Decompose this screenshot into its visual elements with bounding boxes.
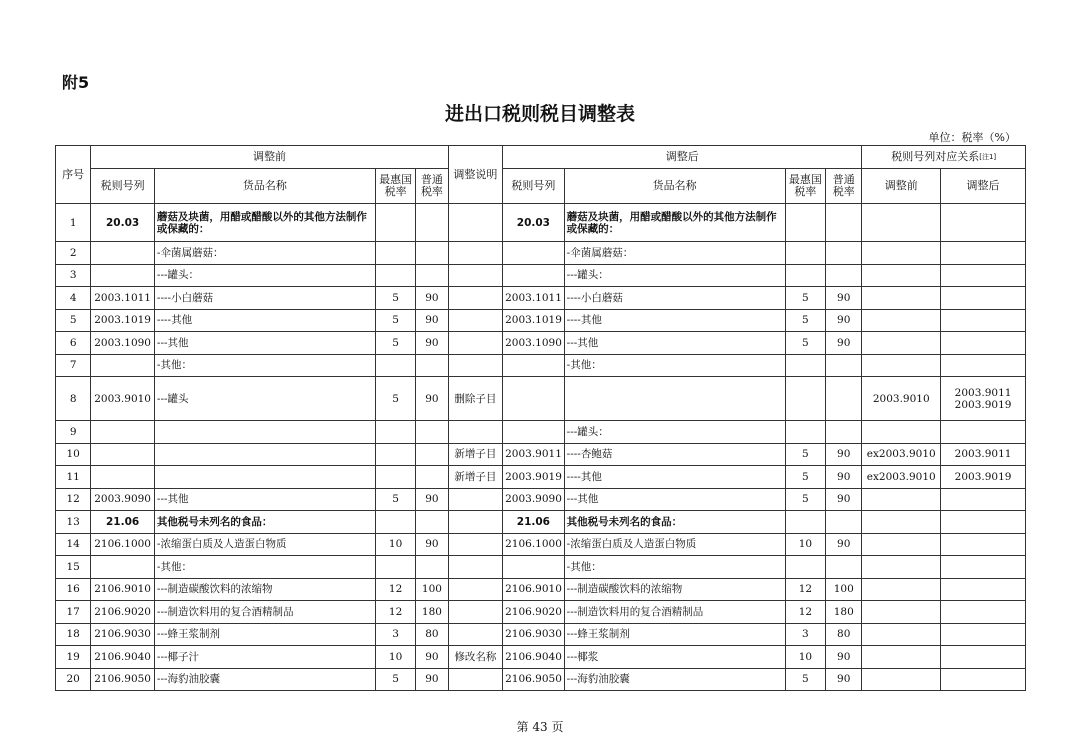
table-row (56, 533, 1026, 556)
before-mfn-cell: 5 (375, 309, 415, 332)
before-mfn-cell (375, 354, 415, 377)
after-name-cell: 其他税号未列名的食品： (564, 511, 785, 534)
map-after-cell (941, 668, 1026, 691)
header-after-code: 税则号列 (503, 169, 565, 204)
after-name-cell: ----小白蘑菇 (564, 287, 785, 310)
table-row (56, 668, 1026, 691)
before-code-cell (91, 264, 155, 287)
after-code-cell: 21.06 (503, 511, 565, 534)
table-row (56, 488, 1026, 511)
seq-cell: 12 (56, 488, 91, 511)
before-gen-cell (416, 354, 448, 377)
before-mfn-cell: 5 (375, 287, 415, 310)
table-row (56, 309, 1026, 332)
header-mapping (862, 146, 1026, 169)
after-mfn-cell (785, 511, 825, 534)
after-code-cell: 2106.9040 (503, 646, 565, 669)
after-code-cell: 2003.9011 (503, 443, 565, 466)
map-after-line: 2003.9011 (954, 386, 1012, 399)
before-gen-cell: 90 (416, 287, 448, 310)
after-mfn-cell: 5 (785, 466, 825, 489)
after-name-cell: ----其他 (564, 466, 785, 489)
table-row (56, 287, 1026, 310)
before-name-cell: ---其他 (154, 332, 375, 355)
before-code-cell: 2106.9050 (91, 668, 155, 691)
before-gen-cell: 90 (416, 332, 448, 355)
after-name-cell: ---椰浆 (564, 646, 785, 669)
map-after-cell (941, 533, 1026, 556)
seq-cell: 20 (56, 668, 91, 691)
after-code-cell: 2003.9090 (503, 488, 565, 511)
after-mfn-cell (785, 556, 825, 579)
before-gen-cell: 90 (416, 668, 448, 691)
map-before-cell (862, 646, 941, 669)
map-before-cell: ex2003.9010 (862, 466, 941, 489)
after-name-cell: ----其他 (564, 309, 785, 332)
before-code-cell: 2003.9010 (91, 377, 155, 421)
header-before-gen: 普通税率 (416, 169, 448, 204)
before-code-cell: 2106.1000 (91, 533, 155, 556)
seq-cell: 3 (56, 264, 91, 287)
map-after-cell (941, 287, 1026, 310)
map-before-cell (862, 332, 941, 355)
after-name-cell: ---其他 (564, 332, 785, 355)
table-row (56, 242, 1026, 265)
after-code-cell (503, 264, 565, 287)
after-gen-cell: 90 (826, 646, 862, 669)
table-row (56, 646, 1026, 669)
before-gen-cell (416, 242, 448, 265)
after-mfn-cell (785, 264, 825, 287)
after-name-cell: ---海豹油胶囊 (564, 668, 785, 691)
map-after-cell (941, 578, 1026, 601)
table-row (56, 511, 1026, 534)
annex-label: 附5 (62, 73, 90, 92)
seq-cell: 14 (56, 533, 91, 556)
before-code-cell (91, 421, 155, 444)
before-name-cell: ---制造饮料用的复合酒精制品 (154, 601, 375, 624)
before-mfn-cell (375, 421, 415, 444)
map-before-cell (862, 264, 941, 287)
note-cell (448, 242, 503, 265)
note-cell: 删除子目 (448, 377, 503, 421)
after-code-cell: 2106.9010 (503, 578, 565, 601)
before-gen-cell (416, 204, 448, 242)
header-before-code: 税则号列 (91, 169, 155, 204)
note-cell (448, 668, 503, 691)
header-mapping-note: [注1] (979, 153, 997, 161)
after-name-cell: ----杏鲍菇 (564, 443, 785, 466)
after-gen-cell (826, 204, 862, 242)
note-cell: 新增子目 (448, 443, 503, 466)
before-mfn-cell (375, 242, 415, 265)
after-mfn-cell (785, 421, 825, 444)
page-title: 进出口税则税目调整表 (444, 103, 635, 125)
after-name-cell: -其他： (564, 354, 785, 377)
before-code-cell: 20.03 (91, 204, 155, 242)
before-code-cell: 2003.1011 (91, 287, 155, 310)
before-code-cell (91, 354, 155, 377)
after-mfn-cell: 5 (785, 332, 825, 355)
header-note: 调整说明 (448, 146, 503, 204)
map-before-cell (862, 623, 941, 646)
before-mfn-cell (375, 264, 415, 287)
after-gen-cell (826, 511, 862, 534)
note-cell (448, 601, 503, 624)
map-after-cell (941, 646, 1026, 669)
after-mfn-cell (785, 204, 825, 242)
map-before-cell (862, 533, 941, 556)
seq-cell: 2 (56, 242, 91, 265)
before-gen-cell: 90 (416, 377, 448, 421)
header-seq: 序号 (56, 146, 91, 204)
table-row (56, 556, 1026, 579)
note-cell (448, 511, 503, 534)
after-mfn-cell: 10 (785, 646, 825, 669)
before-mfn-cell: 12 (375, 601, 415, 624)
table-row (56, 623, 1026, 646)
header-map-after: 调整后 (941, 169, 1026, 204)
map-before-cell (862, 578, 941, 601)
before-mfn-cell (375, 556, 415, 579)
before-code-cell (91, 242, 155, 265)
after-gen-cell (826, 421, 862, 444)
seq-cell: 8 (56, 377, 91, 421)
after-code-cell (503, 354, 565, 377)
map-before-cell: 2003.9010 (862, 377, 941, 421)
note-cell (448, 287, 503, 310)
before-name-cell: -其他： (154, 354, 375, 377)
map-after-cell (941, 204, 1026, 242)
after-mfn-cell: 3 (785, 623, 825, 646)
note-cell (448, 556, 503, 579)
before-code-cell: 2106.9010 (91, 578, 155, 601)
header-before: 调整前 (91, 146, 448, 169)
header-row-1 (56, 146, 1026, 169)
map-after-line: 2003.9019 (954, 398, 1012, 411)
map-before-cell (862, 354, 941, 377)
map-after-cell (941, 309, 1026, 332)
after-mfn-cell (785, 377, 825, 421)
map-after-cell (941, 264, 1026, 287)
map-before-cell (862, 601, 941, 624)
after-mfn-cell: 5 (785, 309, 825, 332)
map-after-cell (941, 556, 1026, 579)
table-row (56, 421, 1026, 444)
before-gen-cell: 90 (416, 309, 448, 332)
note-cell (448, 204, 503, 242)
header-before-name: 货品名称 (154, 169, 375, 204)
table-row (56, 264, 1026, 287)
before-gen-cell (416, 264, 448, 287)
before-gen-cell: 80 (416, 623, 448, 646)
unit-label: 单位：税率（%） (928, 131, 1016, 144)
note-cell (448, 309, 503, 332)
before-name-cell: 蘑菇及块菌，用醋或醋酸以外的其他方法制作或保藏的： (154, 204, 375, 242)
note-cell (448, 578, 503, 601)
seq-cell: 9 (56, 421, 91, 444)
table-row (56, 332, 1026, 355)
after-name-cell (564, 377, 785, 421)
note-cell: 新增子目 (448, 466, 503, 489)
before-mfn-cell (375, 466, 415, 489)
map-after-cell (941, 332, 1026, 355)
after-code-cell (503, 556, 565, 579)
header-row-2 (56, 169, 1026, 204)
map-before-cell (862, 488, 941, 511)
before-gen-cell: 90 (416, 533, 448, 556)
after-code-cell: 2106.9020 (503, 601, 565, 624)
before-name-cell (154, 466, 375, 489)
seq-cell: 5 (56, 309, 91, 332)
table-body (56, 204, 1026, 691)
seq-cell: 19 (56, 646, 91, 669)
seq-cell: 15 (56, 556, 91, 579)
header-after-name: 货品名称 (564, 169, 785, 204)
seq-cell: 11 (56, 466, 91, 489)
after-gen-cell: 90 (826, 287, 862, 310)
note-cell (448, 264, 503, 287)
before-name-cell: ---制造碳酸饮料的浓缩物 (154, 578, 375, 601)
after-mfn-cell: 5 (785, 443, 825, 466)
before-code-cell: 2106.9040 (91, 646, 155, 669)
after-code-cell (503, 421, 565, 444)
table-row (56, 601, 1026, 624)
after-mfn-cell: 10 (785, 533, 825, 556)
table-row (56, 443, 1026, 466)
after-gen-cell: 90 (826, 466, 862, 489)
seq-cell: 6 (56, 332, 91, 355)
header-after-mfn: 最惠国税率 (785, 169, 825, 204)
table-row (56, 354, 1026, 377)
note-cell (448, 623, 503, 646)
before-code-cell: 21.06 (91, 511, 155, 534)
map-before-cell (862, 204, 941, 242)
after-mfn-cell: 12 (785, 601, 825, 624)
before-mfn-cell: 3 (375, 623, 415, 646)
seq-cell: 18 (56, 623, 91, 646)
after-name-cell: ---蜂王浆制剂 (564, 623, 785, 646)
after-gen-cell: 90 (826, 332, 862, 355)
after-code-cell (503, 377, 565, 421)
before-gen-cell (416, 466, 448, 489)
after-gen-cell: 90 (826, 668, 862, 691)
after-mfn-cell (785, 354, 825, 377)
before-name-cell: ---其他 (154, 488, 375, 511)
before-gen-cell (416, 421, 448, 444)
page-number: 第 43 页 (516, 720, 564, 734)
map-after-cell (941, 488, 1026, 511)
seq-cell: 16 (56, 578, 91, 601)
table-row (56, 204, 1026, 242)
before-name-cell: ---蜂王浆制剂 (154, 623, 375, 646)
before-name-cell: ----小白蘑菇 (154, 287, 375, 310)
before-gen-cell (416, 556, 448, 579)
note-cell (448, 332, 503, 355)
before-name-cell: 其他税号未列名的食品： (154, 511, 375, 534)
seq-cell: 10 (56, 443, 91, 466)
before-mfn-cell: 5 (375, 377, 415, 421)
before-name-cell (154, 421, 375, 444)
after-code-cell: 2003.1090 (503, 332, 565, 355)
before-gen-cell (416, 443, 448, 466)
after-mfn-cell: 5 (785, 668, 825, 691)
seq-cell: 4 (56, 287, 91, 310)
after-mfn-cell: 5 (785, 488, 825, 511)
after-name-cell: -伞菌属蘑菇： (564, 242, 785, 265)
before-name-cell: ---罐头： (154, 264, 375, 287)
before-code-cell: 2003.9090 (91, 488, 155, 511)
before-gen-cell (416, 511, 448, 534)
map-after-cell (941, 511, 1026, 534)
after-mfn-cell: 5 (785, 287, 825, 310)
before-code-cell (91, 466, 155, 489)
table-row (56, 578, 1026, 601)
after-mfn-cell (785, 242, 825, 265)
before-name-cell: ---罐头 (154, 377, 375, 421)
header-after-gen: 普通税率 (826, 169, 862, 204)
tariff-table (55, 145, 1026, 691)
before-mfn-cell: 5 (375, 488, 415, 511)
map-after-cell (941, 242, 1026, 265)
before-name-cell: ----其他 (154, 309, 375, 332)
after-code-cell: 2003.1011 (503, 287, 565, 310)
note-cell: 修改名称 (448, 646, 503, 669)
map-after-cell (941, 354, 1026, 377)
map-before-cell (862, 668, 941, 691)
after-mfn-cell: 12 (785, 578, 825, 601)
before-name-cell: -其他： (154, 556, 375, 579)
map-before-cell (862, 242, 941, 265)
note-cell (448, 354, 503, 377)
after-code-cell: 2106.9030 (503, 623, 565, 646)
before-gen-cell: 180 (416, 601, 448, 624)
after-gen-cell: 90 (826, 488, 862, 511)
after-code-cell: 2106.1000 (503, 533, 565, 556)
map-before-cell (862, 511, 941, 534)
map-after-cell: 2003.9019 (941, 466, 1026, 489)
after-gen-cell (826, 354, 862, 377)
header-map-before: 调整前 (862, 169, 941, 204)
note-cell (448, 421, 503, 444)
after-code-cell: 20.03 (503, 204, 565, 242)
map-before-cell (862, 556, 941, 579)
map-after-cell (941, 601, 1026, 624)
before-mfn-cell: 10 (375, 646, 415, 669)
before-name-cell (154, 443, 375, 466)
after-name-cell: -浓缩蛋白质及人造蛋白物质 (564, 533, 785, 556)
after-gen-cell: 80 (826, 623, 862, 646)
header-after: 调整后 (503, 146, 862, 169)
before-mfn-cell (375, 511, 415, 534)
after-gen-cell: 90 (826, 309, 862, 332)
after-code-cell: 2003.9019 (503, 466, 565, 489)
after-name-cell: ---制造饮料用的复合酒精制品 (564, 601, 785, 624)
seq-cell: 1 (56, 204, 91, 242)
before-code-cell: 2106.9020 (91, 601, 155, 624)
after-name-cell: -其他： (564, 556, 785, 579)
after-gen-cell (826, 377, 862, 421)
before-code-cell (91, 556, 155, 579)
after-name-cell: ---其他 (564, 488, 785, 511)
map-before-cell (862, 287, 941, 310)
after-name-cell: ---罐头： (564, 264, 785, 287)
after-gen-cell: 90 (826, 533, 862, 556)
before-mfn-cell: 5 (375, 332, 415, 355)
note-cell (448, 533, 503, 556)
after-code-cell: 2003.1019 (503, 309, 565, 332)
before-mfn-cell (375, 204, 415, 242)
before-mfn-cell: 10 (375, 533, 415, 556)
after-gen-cell: 180 (826, 601, 862, 624)
before-code-cell: 2106.9030 (91, 623, 155, 646)
before-code-cell: 2003.1019 (91, 309, 155, 332)
map-after-cell (941, 623, 1026, 646)
before-name-cell: ---海豹油胶囊 (154, 668, 375, 691)
before-gen-cell: 100 (416, 578, 448, 601)
after-name-cell: ---罐头： (564, 421, 785, 444)
map-before-cell (862, 421, 941, 444)
seq-cell: 13 (56, 511, 91, 534)
after-gen-cell: 90 (826, 443, 862, 466)
before-mfn-cell: 12 (375, 578, 415, 601)
seq-cell: 7 (56, 354, 91, 377)
after-code-cell: 2106.9050 (503, 668, 565, 691)
map-after-cell (941, 421, 1026, 444)
table-row (56, 377, 1026, 421)
after-code-cell (503, 242, 565, 265)
after-gen-cell (826, 242, 862, 265)
before-gen-cell: 90 (416, 646, 448, 669)
after-gen-cell: 100 (826, 578, 862, 601)
before-gen-cell: 90 (416, 488, 448, 511)
table-row (56, 466, 1026, 489)
map-after-cell: 2003.9011 (941, 443, 1026, 466)
after-name-cell: ---制造碳酸饮料的浓缩物 (564, 578, 785, 601)
after-name-cell: 蘑菇及块菌，用醋或醋酸以外的其他方法制作或保藏的： (564, 204, 785, 242)
before-name-cell: -浓缩蛋白质及人造蛋白物质 (154, 533, 375, 556)
after-gen-cell (826, 264, 862, 287)
before-mfn-cell (375, 443, 415, 466)
header-mapping-label: 税则号列对应关系 (891, 150, 980, 163)
before-mfn-cell: 5 (375, 668, 415, 691)
map-before-cell: ex2003.9010 (862, 443, 941, 466)
before-code-cell (91, 443, 155, 466)
map-after-cell (941, 377, 1026, 421)
map-before-cell (862, 309, 941, 332)
after-gen-cell (826, 556, 862, 579)
before-name-cell: ---椰子汁 (154, 646, 375, 669)
before-code-cell: 2003.1090 (91, 332, 155, 355)
note-cell (448, 488, 503, 511)
seq-cell: 17 (56, 601, 91, 624)
header-before-mfn: 最惠国税率 (375, 169, 415, 204)
before-name-cell: -伞菌属蘑菇： (154, 242, 375, 265)
